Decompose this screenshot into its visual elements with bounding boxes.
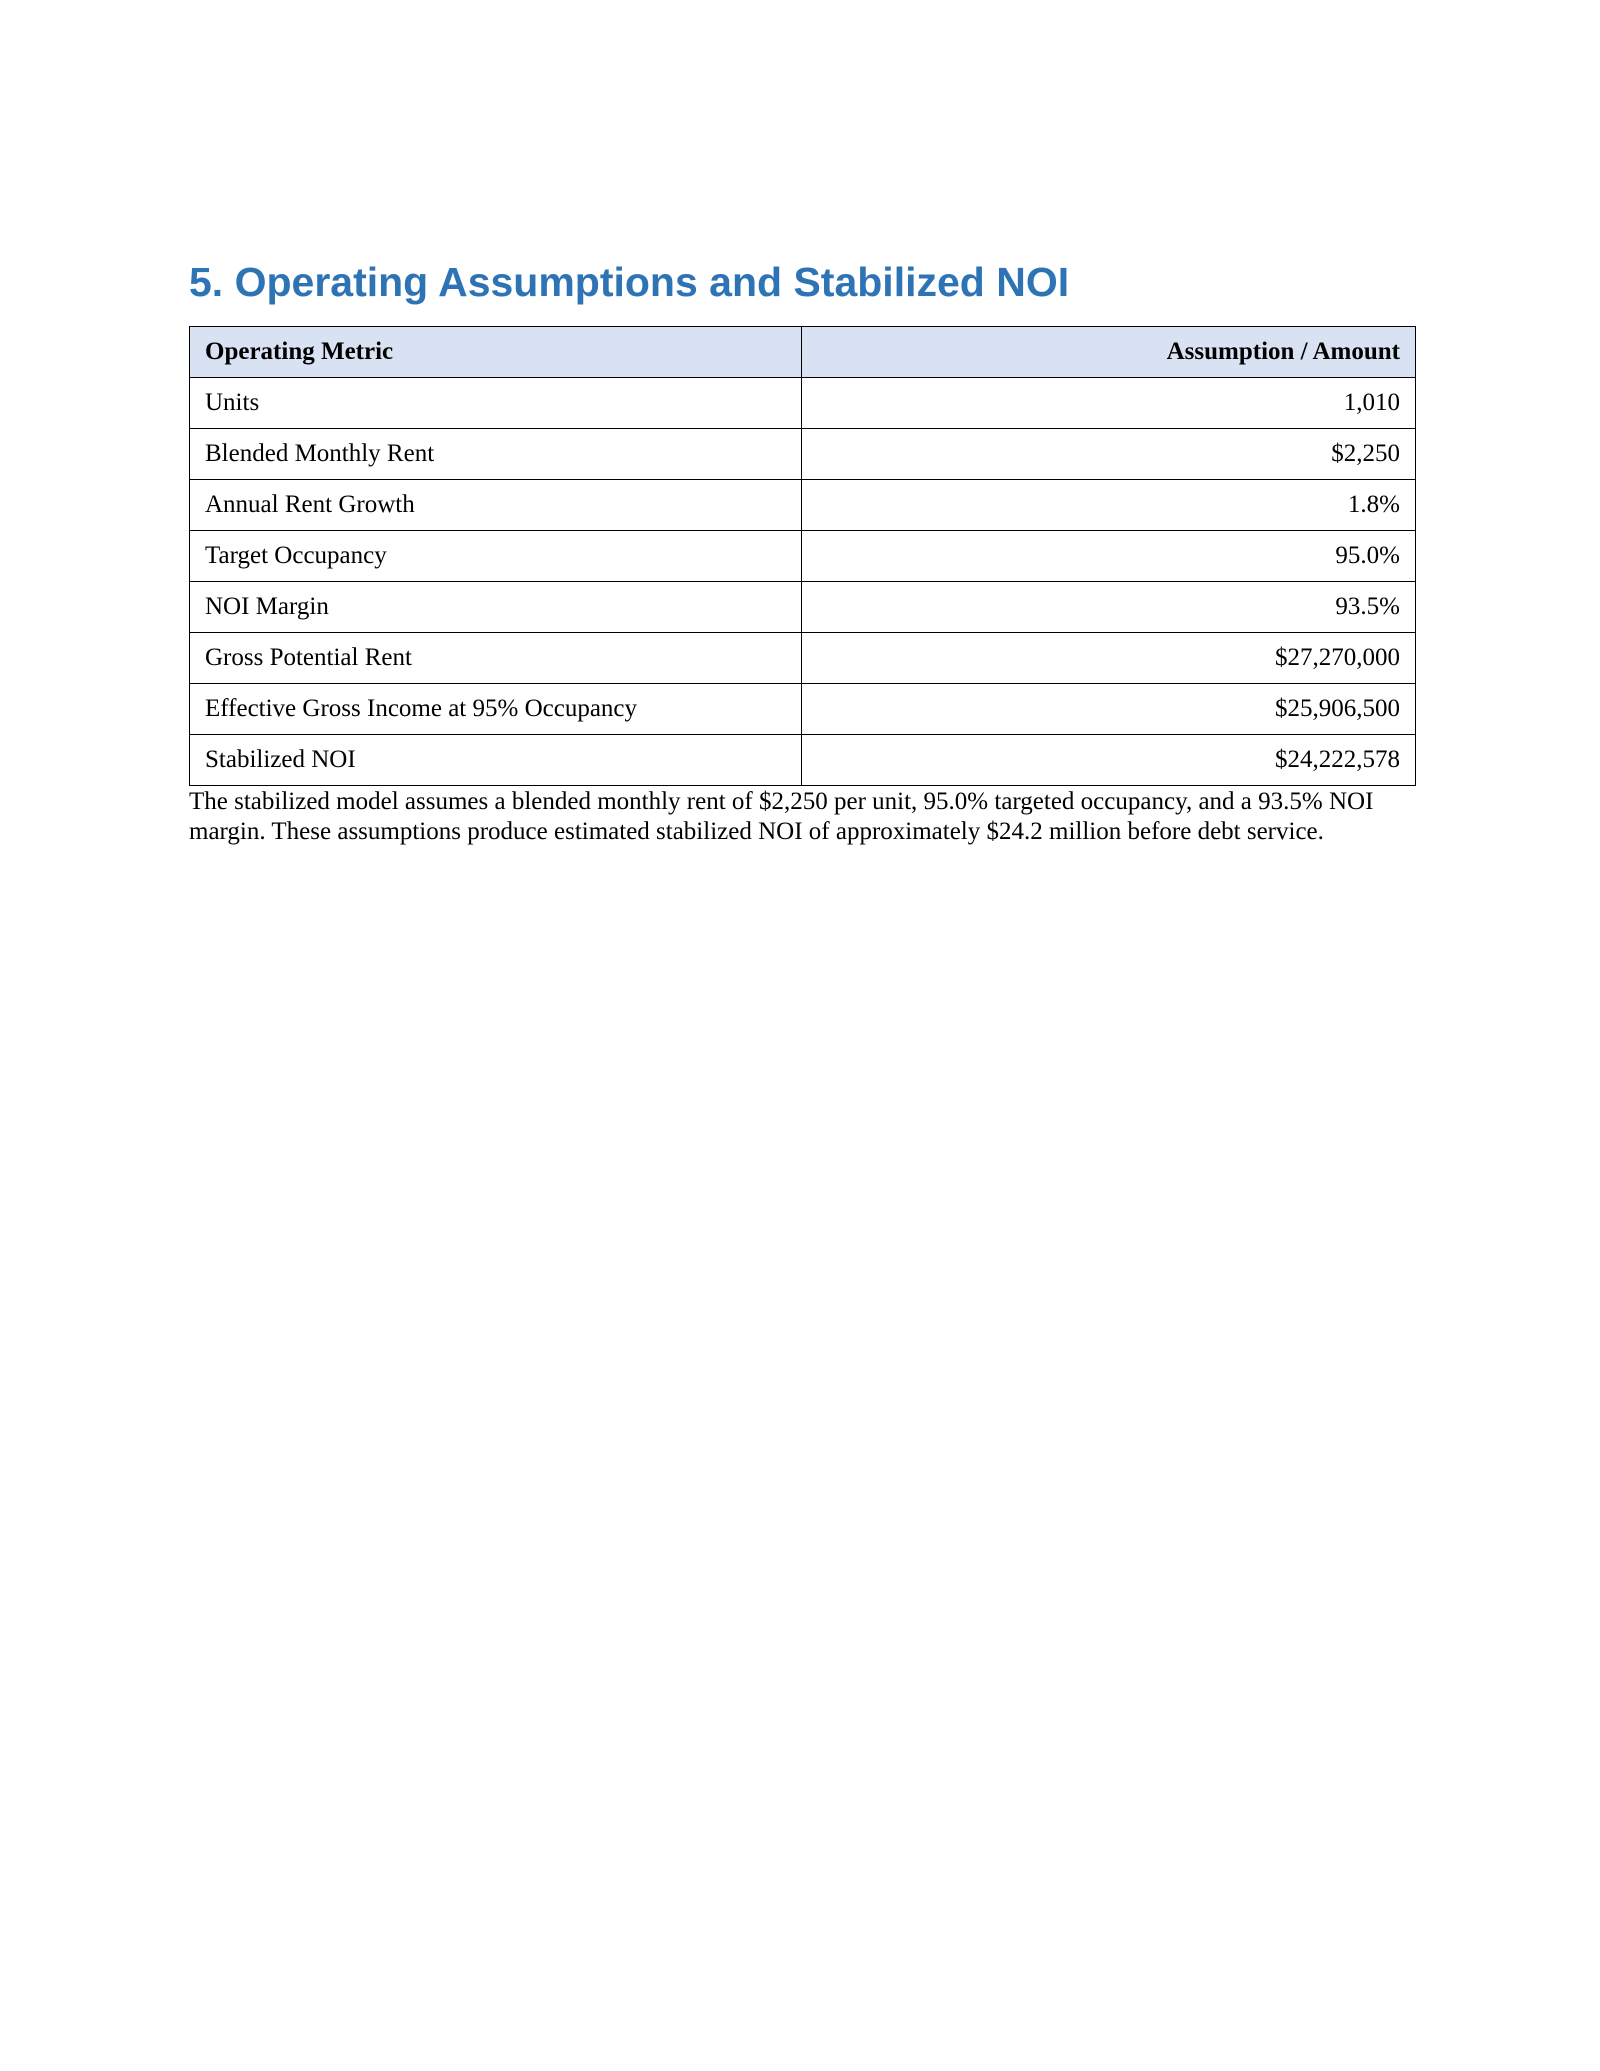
table-row (190, 378, 1416, 429)
metric-cell: Gross Potential Rent (190, 633, 802, 684)
operating-metrics-table (189, 326, 1416, 786)
amount-cell: $2,250 (802, 429, 1416, 480)
table-row (190, 429, 1416, 480)
summary-paragraph: The stabilized model assumes a blended monthly rent of $2,250 per unit, 95.0% targeted occupancy, and a 93.5% NOI margin. These assumptions produce estimated stabilized NOI of approximately $24.2 million before debt service. (189, 788, 1374, 845)
table-row (190, 684, 1416, 735)
metric-cell: Blended Monthly Rent (190, 429, 802, 480)
metric-cell: Stabilized NOI (190, 735, 802, 786)
amount-cell: 1,010 (802, 378, 1416, 429)
metric-cell: Annual Rent Growth (190, 480, 802, 531)
column-header-metric: Operating Metric (190, 327, 802, 378)
metric-cell: Effective Gross Income at 95% Occupancy (190, 684, 802, 735)
amount-cell: 1.8% (802, 480, 1416, 531)
table-row (190, 735, 1416, 786)
document-page (189, 254, 1415, 847)
amount-cell: 93.5% (802, 582, 1416, 633)
table-header-row (190, 327, 1416, 378)
table-row (190, 633, 1416, 684)
amount-cell: 95.0% (802, 531, 1416, 582)
column-header-amount: Assumption / Amount (802, 327, 1416, 378)
section-title: 5. Operating Assumptions and Stabilized NOI (189, 259, 1070, 305)
amount-cell: $25,906,500 (802, 684, 1416, 735)
metric-cell: NOI Margin (190, 582, 802, 633)
table-row (190, 531, 1416, 582)
amount-cell: $24,222,578 (802, 735, 1416, 786)
table-row (190, 582, 1416, 633)
metric-cell: Target Occupancy (190, 531, 802, 582)
table-row (190, 480, 1416, 531)
amount-cell: $27,270,000 (802, 633, 1416, 684)
metric-cell: Units (190, 378, 802, 429)
